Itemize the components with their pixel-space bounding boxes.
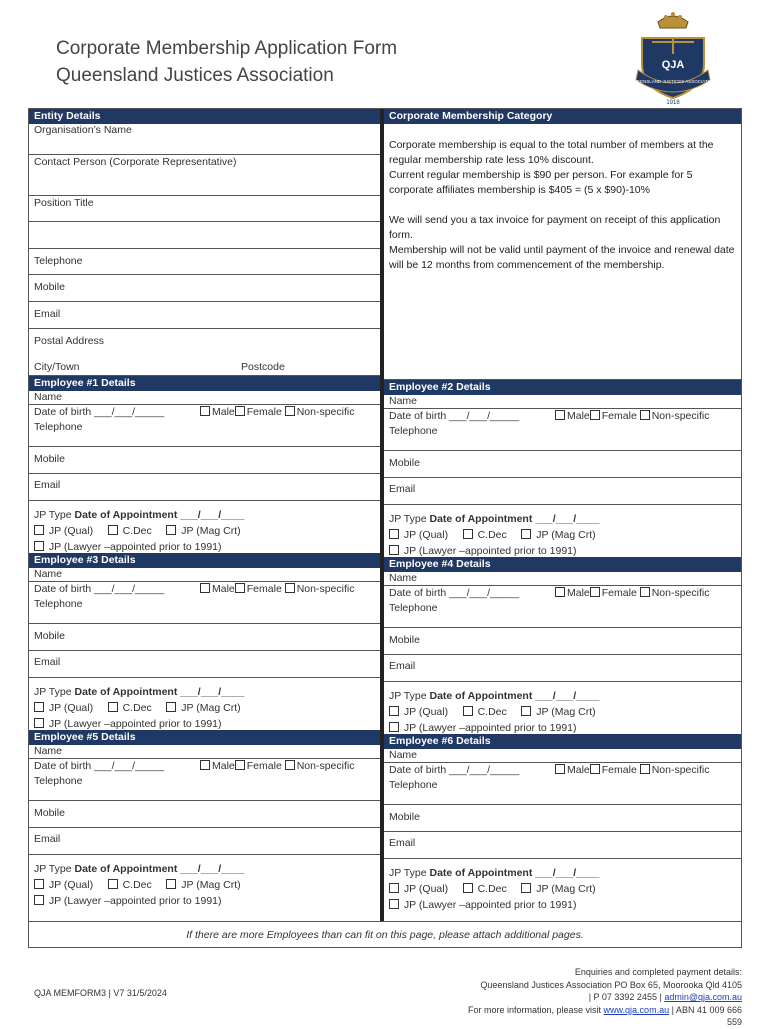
employee-email-field[interactable] (384, 832, 741, 859)
contact-line-2: Queensland Justices Association PO Box 65, Moorooka Qld 4105 (480, 979, 742, 990)
form-version: QJA MEMFORM3 | V7 31/5/2024 (34, 988, 167, 998)
entity-details-header: Entity Details (29, 109, 380, 124)
employee-4-section (384, 557, 741, 734)
employee-2-section (384, 380, 741, 557)
employee-dob-field[interactable] (384, 763, 741, 778)
employee-telephone-field[interactable] (384, 778, 741, 805)
jp-lawyer-checkbox[interactable] (389, 545, 399, 555)
jp-qual-label: JP (Qual) (403, 883, 449, 895)
employee-dob-field[interactable] (384, 409, 741, 424)
cdec-label: C.Dec (122, 702, 152, 714)
mobile-label: Mobile (34, 630, 65, 642)
male-checkbox[interactable] (555, 764, 565, 774)
qja-crest-logo (628, 8, 718, 108)
employee-header: Employee #4 Details (384, 557, 741, 572)
jp-qual-checkbox[interactable] (389, 706, 399, 716)
employee-header: Employee #1 Details (29, 376, 380, 391)
male-label: Male (212, 583, 235, 595)
category-text-3: We will send you a tax invoice for payment on receipt of this application form. (389, 214, 721, 241)
jp-qual-checkbox[interactable] (34, 702, 44, 712)
jp-qual-checkbox[interactable] (389, 529, 399, 539)
mobile-label: Mobile (389, 634, 420, 646)
telephone-label: Telephone (34, 421, 83, 433)
employee-header: Employee #5 Details (29, 730, 380, 745)
employee-jp-type-field (384, 859, 741, 911)
employee-name-field[interactable] (384, 572, 741, 586)
gender-options (555, 763, 709, 778)
logo-year: 1918 (666, 100, 680, 106)
cdec-label: C.Dec (122, 525, 152, 537)
abn-text: | ABN 41 009 666 (671, 1004, 742, 1015)
jp-type-label: JP Type (34, 686, 72, 698)
employee-jp-type-field (29, 855, 380, 907)
jp-type-label: JP Type (389, 513, 427, 525)
mobile-label: Mobile (389, 811, 420, 823)
jp-mag-crt-label: JP (Mag Crt) (536, 529, 596, 541)
contact-person-label: Contact Person (Corporate Representative) (34, 156, 237, 168)
female-label: Female (246, 406, 282, 418)
employee-name-field[interactable] (384, 395, 741, 409)
employee-mobile-field[interactable] (29, 624, 380, 651)
male-checkbox[interactable] (555, 410, 565, 420)
cdec-checkbox[interactable] (463, 883, 473, 893)
contact-line-1: Enquiries and completed payment details: (574, 967, 742, 977)
jp-mag-crt-checkbox[interactable] (166, 702, 176, 712)
jp-qual-checkbox[interactable] (389, 883, 399, 893)
jp-lawyer-checkbox[interactable] (34, 718, 44, 728)
employee-email-field[interactable] (384, 655, 741, 682)
female-label: Female (601, 587, 637, 599)
dob-label: Date of birth ___/___/_____ (389, 764, 520, 776)
email-label: Email (34, 656, 61, 668)
male-checkbox[interactable] (200, 760, 210, 770)
name-label: Name (34, 745, 63, 757)
male-checkbox[interactable] (200, 406, 210, 416)
organisation-label: Organisation’s Name (34, 124, 132, 136)
email-label: Email (389, 660, 416, 672)
employee-name-field[interactable] (29, 745, 380, 759)
male-label: Male (212, 760, 235, 772)
name-label: Name (389, 749, 418, 761)
jp-type-label: JP Type (34, 863, 72, 875)
male-checkbox[interactable] (555, 587, 565, 597)
form-title: Corporate Membership Application Form (56, 38, 398, 59)
date-of-appointment-label: Date of Appointment ___/___/____ (429, 867, 600, 879)
employee-name-field[interactable] (384, 749, 741, 763)
email-label: Email (389, 483, 416, 495)
jp-qual-label: JP (Qual) (403, 706, 449, 718)
mobile-label: Mobile (34, 807, 65, 819)
jp-mag-crt-label: JP (Mag Crt) (181, 702, 241, 714)
employee-email-field[interactable] (384, 478, 741, 505)
female-checkbox[interactable] (590, 587, 600, 597)
email-label: Email (34, 308, 61, 320)
organisation-name-field[interactable] (29, 124, 380, 155)
jp-mag-crt-checkbox[interactable] (521, 706, 531, 716)
cdec-label: C.Dec (477, 706, 507, 718)
employee-dob-field[interactable] (29, 759, 380, 774)
female-checkbox[interactable] (235, 406, 245, 416)
website-intro: For more information, please visit (467, 1004, 602, 1015)
name-label: Name (34, 391, 63, 403)
date-of-appointment-label: Date of Appointment ___/___/____ (74, 863, 245, 875)
telephone-label: Telephone (34, 598, 83, 610)
employee-mobile-field[interactable] (384, 805, 741, 832)
jp-lawyer-label: JP (Lawyer –appointed prior to 1991) (403, 722, 577, 734)
postal-address-label: Postal Address (34, 335, 105, 347)
jp-mag-crt-label: JP (Mag Crt) (536, 883, 596, 895)
jp-qual-label: JP (Qual) (403, 529, 449, 541)
gender-options (200, 582, 354, 597)
date-of-appointment-label: Date of Appointment ___/___/____ (429, 690, 600, 702)
employee-6-section (384, 734, 741, 911)
contact-person-field[interactable] (29, 155, 380, 196)
female-label: Female (601, 764, 637, 776)
date-of-appointment-label: Date of Appointment ___/___/____ (74, 509, 245, 521)
date-of-appointment-label: Date of Appointment ___/___/____ (74, 686, 245, 698)
nonspecific-label: Non-specific (296, 583, 355, 595)
nonspecific-checkbox[interactable] (285, 583, 295, 593)
cdec-checkbox[interactable] (463, 706, 473, 716)
jp-mag-crt-checkbox[interactable] (166, 879, 176, 889)
name-label: Name (34, 568, 63, 580)
nonspecific-label: Non-specific (651, 587, 710, 599)
employee-telephone-field[interactable] (29, 597, 380, 624)
jp-lawyer-label: JP (Lawyer –appointed prior to 1991) (403, 899, 577, 911)
cdec-label: C.Dec (477, 883, 507, 895)
jp-lawyer-label: JP (Lawyer –appointed prior to 1991) (403, 545, 577, 557)
name-label: Name (389, 395, 418, 407)
female-checkbox[interactable] (590, 764, 600, 774)
cdec-checkbox[interactable] (108, 525, 118, 535)
nonspecific-checkbox[interactable] (640, 587, 650, 597)
contact-line-5: 559 (726, 1017, 742, 1027)
nonspecific-checkbox[interactable] (640, 764, 650, 774)
cdec-label: C.Dec (477, 529, 507, 541)
mobile-label: Mobile (34, 453, 65, 465)
membership-category-panel (384, 124, 741, 380)
nonspecific-label: Non-specific (651, 410, 710, 422)
jp-mag-crt-label: JP (Mag Crt) (181, 525, 241, 537)
date-of-appointment-label: Date of Appointment ___/___/____ (429, 513, 600, 525)
gender-options (200, 759, 354, 774)
jp-mag-crt-label: JP (Mag Crt) (181, 879, 241, 891)
male-label: Male (567, 410, 590, 422)
female-checkbox[interactable] (235, 583, 245, 593)
jp-lawyer-checkbox[interactable] (389, 899, 399, 909)
cdec-label: C.Dec (122, 879, 152, 891)
jp-lawyer-checkbox[interactable] (34, 541, 44, 551)
position-title-label: Position Title (34, 197, 94, 209)
contact-line-4 (468, 1004, 742, 1017)
dob-label: Date of birth ___/___/_____ (34, 760, 165, 772)
jp-type-label: JP Type (34, 509, 72, 521)
employee-dob-field[interactable] (29, 582, 380, 597)
category-text-2: Current regular membership is $90 per person. For example for 5 corporate affiliates membership is $405 = (5 x $90)-10% (389, 169, 693, 196)
dob-label: Date of birth ___/___/_____ (34, 406, 165, 418)
entity-mobile-field[interactable] (29, 275, 380, 302)
cdec-checkbox[interactable] (108, 702, 118, 712)
male-label: Male (212, 406, 235, 418)
employee-jp-type-field (384, 682, 741, 734)
membership-category-header: Corporate Membership Category (384, 109, 741, 124)
employee-name-field[interactable] (29, 391, 380, 405)
telephone-label: Telephone (389, 779, 438, 791)
employee-dob-field[interactable] (29, 405, 380, 420)
telephone-label: Telephone (389, 425, 438, 437)
category-text-1: Corporate membership is equal to the total number of members at the regular membership rate less 10% discount. (389, 139, 714, 166)
gender-options (200, 405, 354, 420)
jp-mag-crt-checkbox[interactable] (521, 529, 531, 539)
gender-options (555, 409, 709, 424)
employee-telephone-field[interactable] (384, 424, 741, 451)
employee-telephone-field[interactable] (29, 420, 380, 447)
postcode-label: Postcode (241, 361, 285, 373)
additional-pages-note: If there are more Employees than can fit on this page, please attach additional pages. (29, 921, 741, 948)
employee-dob-field[interactable] (384, 586, 741, 601)
employee-email-field[interactable] (29, 828, 380, 855)
cdec-checkbox[interactable] (463, 529, 473, 539)
telephone-label: Telephone (34, 775, 83, 787)
employee-jp-type-field (384, 505, 741, 557)
employee-telephone-field[interactable] (29, 774, 380, 801)
dob-label: Date of birth ___/___/_____ (389, 410, 520, 422)
nonspecific-label: Non-specific (296, 760, 355, 772)
employee-header: Employee #3 Details (29, 553, 380, 568)
jp-qual-checkbox[interactable] (34, 525, 44, 535)
nonspecific-label: Non-specific (651, 764, 710, 776)
employee-5-section (29, 730, 380, 907)
position-title-field[interactable] (29, 196, 380, 222)
left-column (29, 109, 380, 907)
employee-mobile-field[interactable] (29, 447, 380, 474)
jp-qual-label: JP (Qual) (48, 525, 94, 537)
email-label: Email (34, 833, 61, 845)
organisation-title: Queensland Justices Association (56, 65, 334, 86)
jp-lawyer-label: JP (Lawyer –appointed prior to 1991) (48, 718, 222, 730)
jp-lawyer-label: JP (Lawyer –appointed prior to 1991) (48, 541, 222, 553)
nonspecific-label: Non-specific (296, 406, 355, 418)
male-checkbox[interactable] (200, 583, 210, 593)
employee-jp-type-field (29, 678, 380, 730)
entity-email-field[interactable] (29, 302, 380, 329)
employee-mobile-field[interactable] (384, 451, 741, 478)
postal-address-field[interactable] (29, 329, 380, 376)
female-label: Female (246, 583, 282, 595)
female-checkbox[interactable] (590, 410, 600, 420)
employee-header: Employee #2 Details (384, 380, 741, 395)
gender-options (555, 586, 709, 601)
jp-lawyer-label: JP (Lawyer –appointed prior to 1991) (48, 895, 222, 907)
dob-label: Date of birth ___/___/_____ (389, 587, 520, 599)
mobile-label: Mobile (34, 281, 65, 293)
jp-mag-crt-checkbox[interactable] (166, 525, 176, 535)
employee-jp-type-field (29, 501, 380, 553)
position-title-extra-field[interactable] (29, 222, 380, 249)
nonspecific-checkbox[interactable] (285, 406, 295, 416)
email-link[interactable]: admin@qja.com.au (664, 992, 742, 1002)
website-link[interactable]: www.qja.com.au (603, 1004, 670, 1015)
name-label: Name (389, 572, 418, 584)
male-label: Male (567, 764, 590, 776)
phone-text: | P 07 3392 2455 | (588, 992, 662, 1002)
mobile-label: Mobile (389, 457, 420, 469)
email-label: Email (389, 837, 416, 849)
jp-mag-crt-label: JP (Mag Crt) (536, 706, 596, 718)
telephone-label: Telephone (34, 255, 83, 267)
employee-1-section (29, 376, 380, 553)
employee-3-section (29, 553, 380, 730)
application-form (28, 108, 742, 948)
employee-email-field[interactable] (29, 651, 380, 678)
jp-type-label: JP Type (389, 867, 427, 879)
employee-mobile-field[interactable] (384, 628, 741, 655)
dob-label: Date of birth ___/___/_____ (34, 583, 165, 595)
right-column (384, 109, 741, 911)
jp-type-label: JP Type (389, 690, 427, 702)
jp-mag-crt-checkbox[interactable] (521, 883, 531, 893)
jp-lawyer-checkbox[interactable] (34, 895, 44, 905)
employee-telephone-field[interactable] (384, 601, 741, 628)
employee-mobile-field[interactable] (29, 801, 380, 828)
employee-name-field[interactable] (29, 568, 380, 582)
cdec-checkbox[interactable] (108, 879, 118, 889)
contact-line-3 (468, 991, 742, 1004)
city-town-label: City/Town (34, 361, 80, 373)
employee-email-field[interactable] (29, 474, 380, 501)
jp-qual-label: JP (Qual) (48, 879, 94, 891)
category-text-4: Membership will not be valid until payment of the invoice and renewal date will be 12 months from commencement of the membership. (389, 244, 735, 271)
logo-ribbon: QUEENSLAND JUSTICES ASSOCIATION (630, 79, 716, 84)
logo-text: QJA (661, 59, 685, 71)
nonspecific-checkbox[interactable] (285, 760, 295, 770)
male-label: Male (567, 587, 590, 599)
female-label: Female (601, 410, 637, 422)
nonspecific-checkbox[interactable] (640, 410, 650, 420)
contact-details (468, 966, 742, 1029)
entity-telephone-field[interactable] (29, 249, 380, 275)
email-label: Email (34, 479, 61, 491)
employee-header: Employee #6 Details (384, 734, 741, 749)
jp-qual-checkbox[interactable] (34, 879, 44, 889)
female-label: Female (246, 760, 282, 772)
jp-qual-label: JP (Qual) (48, 702, 94, 714)
jp-lawyer-checkbox[interactable] (389, 722, 399, 732)
female-checkbox[interactable] (235, 760, 245, 770)
telephone-label: Telephone (389, 602, 438, 614)
